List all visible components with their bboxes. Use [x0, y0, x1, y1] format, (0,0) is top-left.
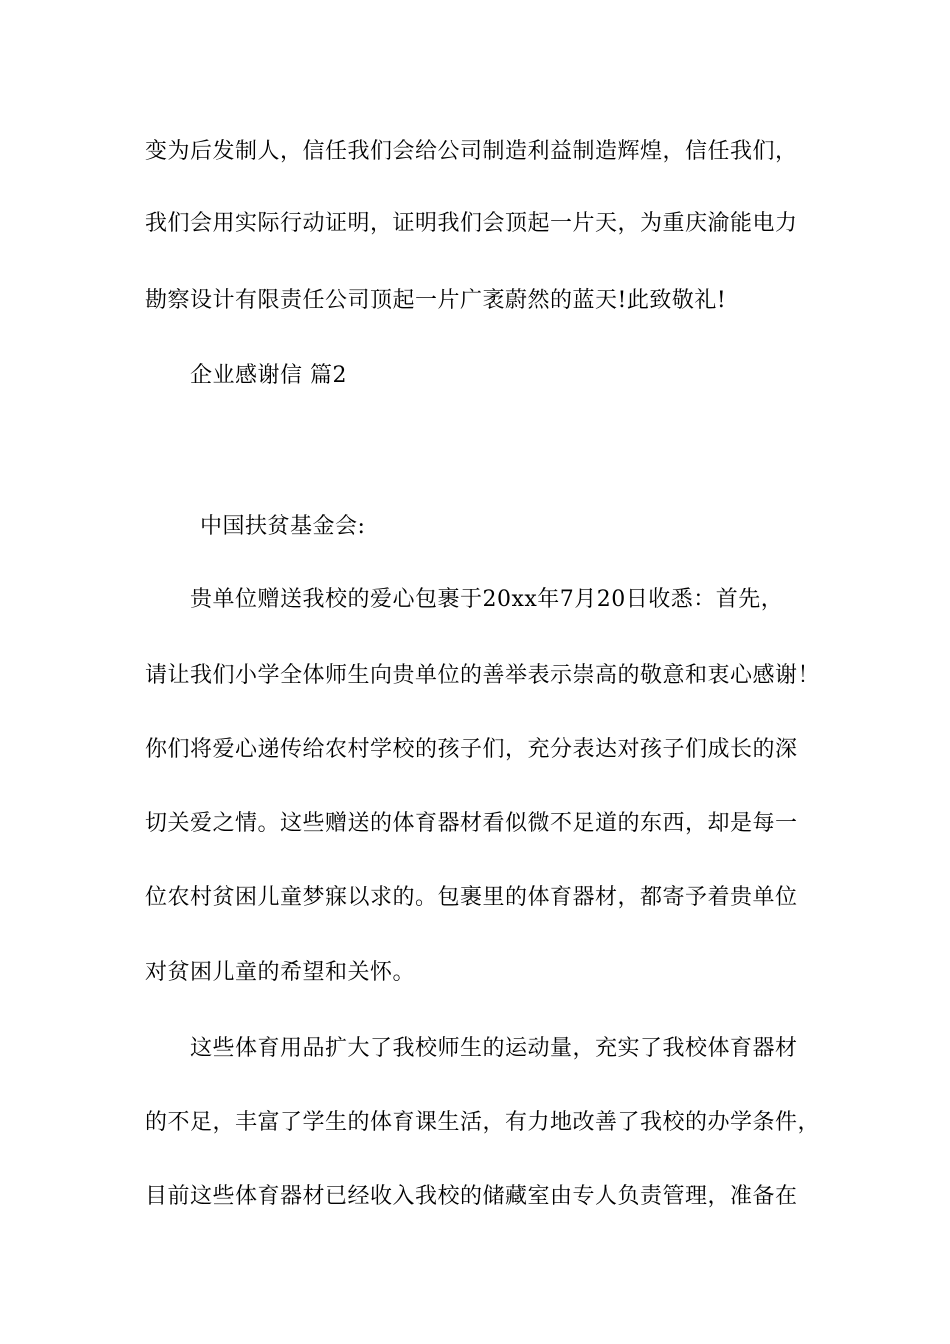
text-line: 勘察设计有限责任公司顶起一片广袤蔚然的蓝天!此致敬礼!: [145, 288, 727, 313]
paragraph-line: 的不足，丰富了学生的体育课生活，有力地改善了我校的办学条件，: [145, 1110, 821, 1135]
paragraph-line: 切关爱之情。这些赠送的体育器材看似微不足道的东西，却是每一: [145, 811, 798, 836]
paragraph-line: 你们将爱心递传给农村学校的孩子们，充分表达对孩子们成长的深: [145, 737, 798, 762]
paragraph-line: 位农村贫困儿童梦寐以求的。包裹里的体育器材，都寄予着贵单位: [145, 885, 798, 910]
section-title: 企业感谢信 篇2: [190, 363, 347, 388]
paragraph-line: 贵单位赠送我校的爱心包裹于20xx年7月20日收悉：首先，: [190, 587, 784, 612]
text-line: 我们会用实际行动证明，证明我们会顶起一片天，为重庆渝能电力: [145, 211, 798, 236]
salutation: 中国扶贫基金会:: [200, 514, 366, 539]
paragraph-line: 对贫困儿童的希望和关怀。: [145, 960, 416, 985]
text-line: 变为后发制人，信任我们会给公司制造利益制造辉煌，信任我们，: [145, 139, 798, 164]
paragraph-line: 请让我们小学全体师生向贵单位的善举表示崇高的敬意和衷心感谢！: [145, 663, 821, 688]
paragraph-line: 这些体育用品扩大了我校师生的运动量，充实了我校体育器材: [190, 1036, 798, 1061]
paragraph-line: 目前这些体育器材已经收入我校的储藏室由专人负责管理，准备在: [145, 1184, 798, 1209]
